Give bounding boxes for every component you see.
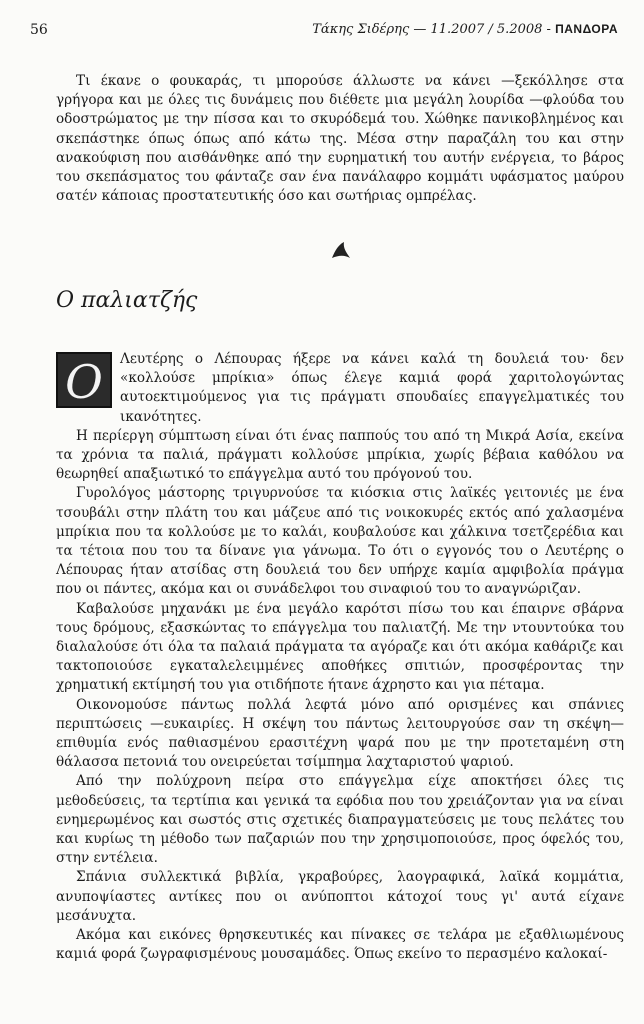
page-header bbox=[30, 22, 618, 42]
paragraph bbox=[56, 350, 624, 427]
paragraph: Γυρολόγος μάστορης τριγυρνούσε τα κιόσκια στις λαϊκές γειτονιές με ένα τσουβάλι στην πλάτη του και μάζευε από τις νοικοκυρές εκτός από χαλασμένα μπρίκια που τα κολλούσε με το καλάι, κουβαλούσε και χάλκινα τσετζερέδια και τα τέτοια που του τα δίνανε για γάνωμα. Το ότι ο εγγονός του ο Λευτέρης ο Λέπουρας ήταν ατσίδας στη δουλειά του δεν υπήρχε καμία αμφιβολία πράγμα που οι πάντες, ακόμα και οι συνάδελφοι του σιναφιού του το αναγνώριζαν. bbox=[56, 485, 624, 598]
intro-text-block bbox=[56, 72, 624, 206]
paragraph: Οικονομούσε πάντως πολλά λεφτά μόνο από ορισμένες και σπάνιες περιπτώσεις —ευκαιρίες. Η σκέψη του πάντως λειτουργούσε σαν τη σκέψη—επιθυμία ενός παθιασμένου ερασιτέχνη ψαρά που με την προτεταμένη στη θάλασσα πετονιά του ονειρεύεται τσίμπημα λαχταριστού ψαριού. bbox=[56, 696, 624, 771]
paragraph: Από την πολύχρονη πείρα στο επάγγελμα είχε αποκτήσει όλες τις μεθοδεύσεις, τα τερτίπια και γενικά τα εφόδια που του χρειάζονταν για να είναι ενημερωμένος και σωστός στις σχετικές διαπραγματεύσεις με τους πελάτες του και κυρίως τη μέθοδο των παζαριών που την χρησιμοποιούσε, προς όφελός του, στην εντέλεια. bbox=[56, 773, 624, 867]
page-number: 56 bbox=[30, 22, 48, 38]
section-title: Ο παλιατζής bbox=[56, 288, 198, 313]
drop-cap: Ο bbox=[56, 352, 112, 408]
chapter-text-block bbox=[56, 350, 624, 965]
intro-paragraph: Τι έκανε ο φουκαράς, τι μπορούσε άλλωστε να κάνει —ξεκόλλησε στα γρήγορα και με όλες τις δυνάμεις που διέθετε μια μεγάλη λουρίδα —φλούδα του οδοστρώματος με την πίσσα και το σκυρόδεμά του. Χώθηκε πανικοβλημένος και σκεπάστηκε όπως όπως από κάτω της. Μέσα στην παραζάλη του και στην ανακούφιση που αισθάνθηκε από την ευρηματική του αυτήν ενέργεια, το βάρος του σκεπάσματος του φάνταζε σαν ένα πανάλαφρο κομμάτι υφάσματος μαύρου σατέν κάποιας προστατευτικής όσο και σωτήριας ομπρέλας. bbox=[56, 73, 624, 205]
running-head-text: Τάκης Σιδέρης — 11.2007 / 5.2008 - bbox=[312, 22, 551, 37]
ornament-icon bbox=[330, 240, 352, 260]
publisher-logo: ΠΑΝΔΟΡΑ bbox=[555, 22, 618, 36]
paragraph-text: Λευτέρης ο Λέπουρας ήξερε να κάνει καλά τη δουλειά του· δεν «κολλούσε μπρίκια» όπως έλεγε καμιά φορά χαριτολογώντας αυτοεκτιμούμενος για τις πράγματι σπουδαίες επαγγελματικές του ικανότητες. bbox=[120, 351, 624, 425]
paragraph: Καβαλούσε μηχανάκι με ένα μεγάλο καρότσι πίσω του και έπαιρνε σβάρνα τους δρόμους, εξασκώντας το επάγγελμα του παλιατζή. Με την ντουντούκα του διαλαλούσε ότι όλα τα παλαιά πράγματα τα αγόραζε και ότι ακόμα καθάριζε και τακτοποιούσε εγκαταλελειμμένες αποθήκες σπιτιών, προσφέροντας την χρηματική εκτίμησή του για οτιδήποτε ήτανε άχρηστο και για πέταμα. bbox=[56, 600, 624, 694]
paragraph: Σπάνια συλλεκτικά βιβλία, γκραβούρες, λαογραφικά, λαϊκά κομμάτια, ανυποψίαστες αντίκες που οι ανύποπτοι κάτοχοί τους γι' αυτά είχανε μεσάνυχτα. bbox=[56, 869, 624, 924]
paragraph: Ακόμα και εικόνες θρησκευτικές και πίνακες σε τελάρα με εξαθλιωμένους καμιά φορά ζωγραφισμένους μουσαμάδες. Όπως εκείνο το περασμένο καλοκαί- bbox=[56, 927, 624, 963]
running-head bbox=[312, 22, 618, 37]
paragraph: Η περίεργη σύμπτωση είναι ότι ένας παππούς του από τη Μικρά Ασία, εκείνα τα χρόνια τα παλιά, πράγματι κολλούσε μπρίκια, χωρίς βέβαια καθόλου να θεωρηθεί απαξιωτικό το επάγγελμα αυτό του πρόγονού του. bbox=[56, 427, 624, 483]
